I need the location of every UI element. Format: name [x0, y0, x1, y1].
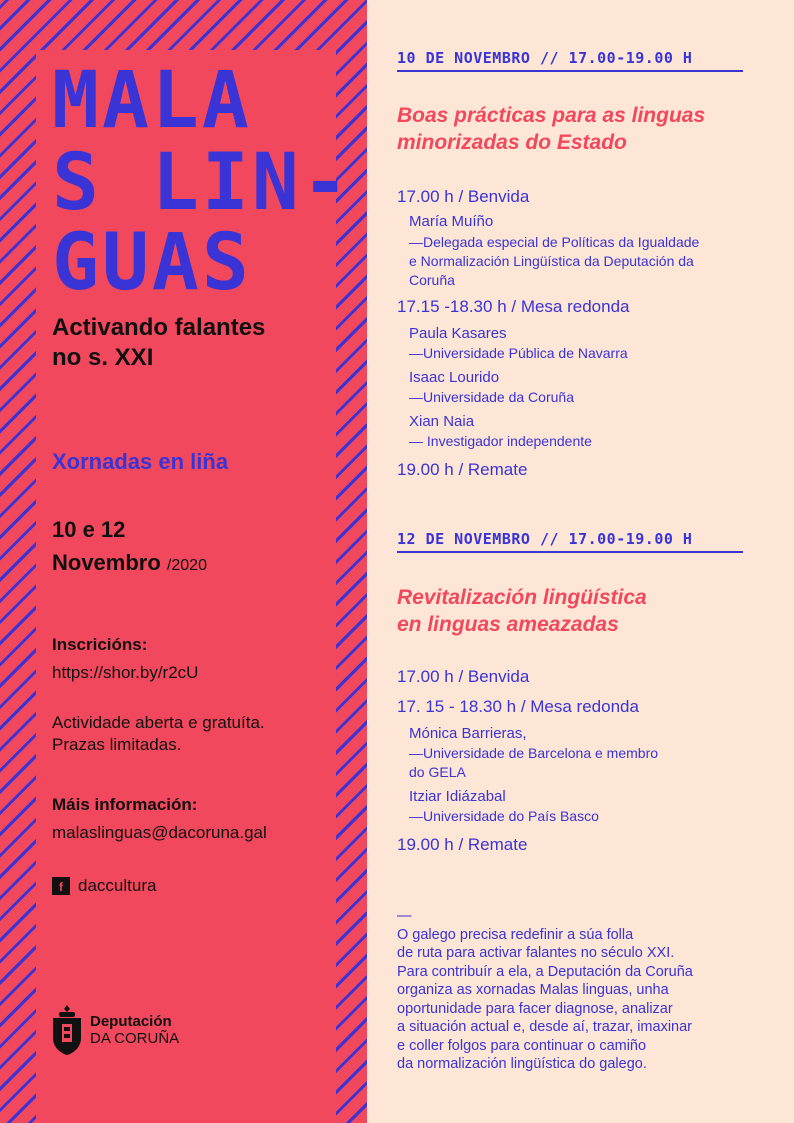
description-line: organiza as xornadas Malas linguas, unha [397, 982, 669, 998]
description-line: de ruta para activar falantes no século XXI. [397, 945, 675, 961]
day1-speaker-name: Isaac Lourido [409, 369, 500, 386]
day1-speaker-affiliation: —Universidade da Coruña [409, 389, 574, 405]
deputacion-logo [50, 1004, 179, 1056]
day2-closing-slot: 19.00 h / Remate [397, 835, 528, 854]
facebook-icon: f [52, 877, 70, 895]
event-format: Xornadas en liña [52, 449, 229, 474]
day1-title-line-1: Boas prácticas para as linguas [397, 104, 706, 127]
subtitle-line-2: no s. XXI [52, 344, 154, 371]
event-description [397, 907, 737, 1074]
coat-of-arms-icon [50, 1004, 84, 1056]
day2-speaker-name: Mónica Barrieras, [409, 725, 527, 742]
activity-note [52, 712, 265, 756]
day1-welcome-affiliation [409, 233, 739, 290]
registration-link[interactable]: https://shor.by/r2cU [52, 663, 199, 682]
day1-roundtable-slot: 17.15 -18.30 h / Mesa redonda [397, 297, 630, 316]
day2-speaker-affiliation [409, 744, 739, 782]
description-line: e coller folgos para continuar o camiño [397, 1037, 647, 1054]
facebook-link[interactable] [52, 876, 156, 896]
event-dates [52, 513, 207, 582]
day1-speaker-name: Xian Naia [409, 413, 475, 430]
description-line: da normalización lingüística do galego. [397, 1056, 647, 1072]
day2-session-title [397, 584, 647, 638]
activity-line-1: Actividade aberta e gratuíta. [52, 713, 265, 732]
day1-speaker-affiliation: — Investigador independente [409, 433, 592, 449]
affil-line: —Delegada especial de Políticas da Igualdade [409, 234, 700, 250]
day2-speaker-affiliation: —Universidade do País Basco [409, 808, 599, 824]
day1-speaker-affiliation: —Universidade Pública de Navarra [409, 345, 628, 361]
day2-roundtable-slot: 17. 15 - 18.30 h / Mesa redonda [397, 697, 639, 716]
dates-year: /2020 [166, 557, 207, 574]
affil-line: do GELA [409, 764, 466, 780]
activity-line-2: Prazas limitadas. [52, 735, 182, 754]
description-line: oportunidade para facer diagnose, analizar [397, 1000, 673, 1017]
event-title-line-2: S LIN- [52, 138, 352, 228]
logo-text-coruna: DA CORUÑA [90, 1030, 180, 1047]
registration-label: Inscricións: [52, 635, 148, 654]
description-line: a situación actual e, desde aí, trazar, imaxinar [397, 1019, 692, 1035]
dates-line-1: 10 e 12 [52, 517, 126, 542]
event-title-line-3: GUAS [52, 218, 252, 308]
event-subtitle [52, 313, 265, 373]
day1-header: 10 DE NOVEMBRO // 17.00-19.00 H [397, 49, 743, 72]
affil-line: e Normalización Lingüística da Deputación da [409, 253, 694, 269]
day2-header: 12 DE NOVEMBRO // 17.00-19.00 H [397, 530, 743, 553]
affil-line: —Universidade de Barcelona e membro [409, 745, 659, 761]
subtitle-line-1: Activando falantes [52, 314, 266, 341]
facebook-handle: daccultura [78, 876, 157, 895]
logo-text-deputacion: Deputación [90, 1013, 172, 1030]
day2-welcome-slot: 17.00 h / Benvida [397, 667, 530, 686]
description-line: O galego precisa redefinir a súa folla [397, 926, 634, 943]
day1-welcome-speaker: María Muíño [409, 213, 494, 230]
day1-title-line-2: minorizadas do Estado [397, 131, 627, 154]
event-title-line-1: MALA [52, 56, 252, 146]
description-line: Para contribuír a ela, a Deputación da Coruña [397, 963, 693, 980]
day1-welcome-slot: 17.00 h / Benvida [397, 187, 530, 206]
description-dash: — [397, 908, 412, 924]
day2-speaker-name: Itziar Idiázabal [409, 788, 506, 805]
dates-month: Novembro [52, 550, 161, 575]
affil-line: Coruña [409, 272, 455, 288]
day2-title-line-2: en linguas ameazadas [397, 613, 619, 636]
day1-session-title [397, 102, 705, 156]
more-info-label: Máis información: [52, 795, 198, 814]
contact-email[interactable]: malaslinguas@dacoruna.gal [52, 823, 267, 842]
day1-speaker-name: Paula Kasares [409, 325, 507, 342]
day1-closing-slot: 19.00 h / Remate [397, 460, 528, 479]
day2-title-line-1: Revitalización lingüística [397, 586, 647, 609]
